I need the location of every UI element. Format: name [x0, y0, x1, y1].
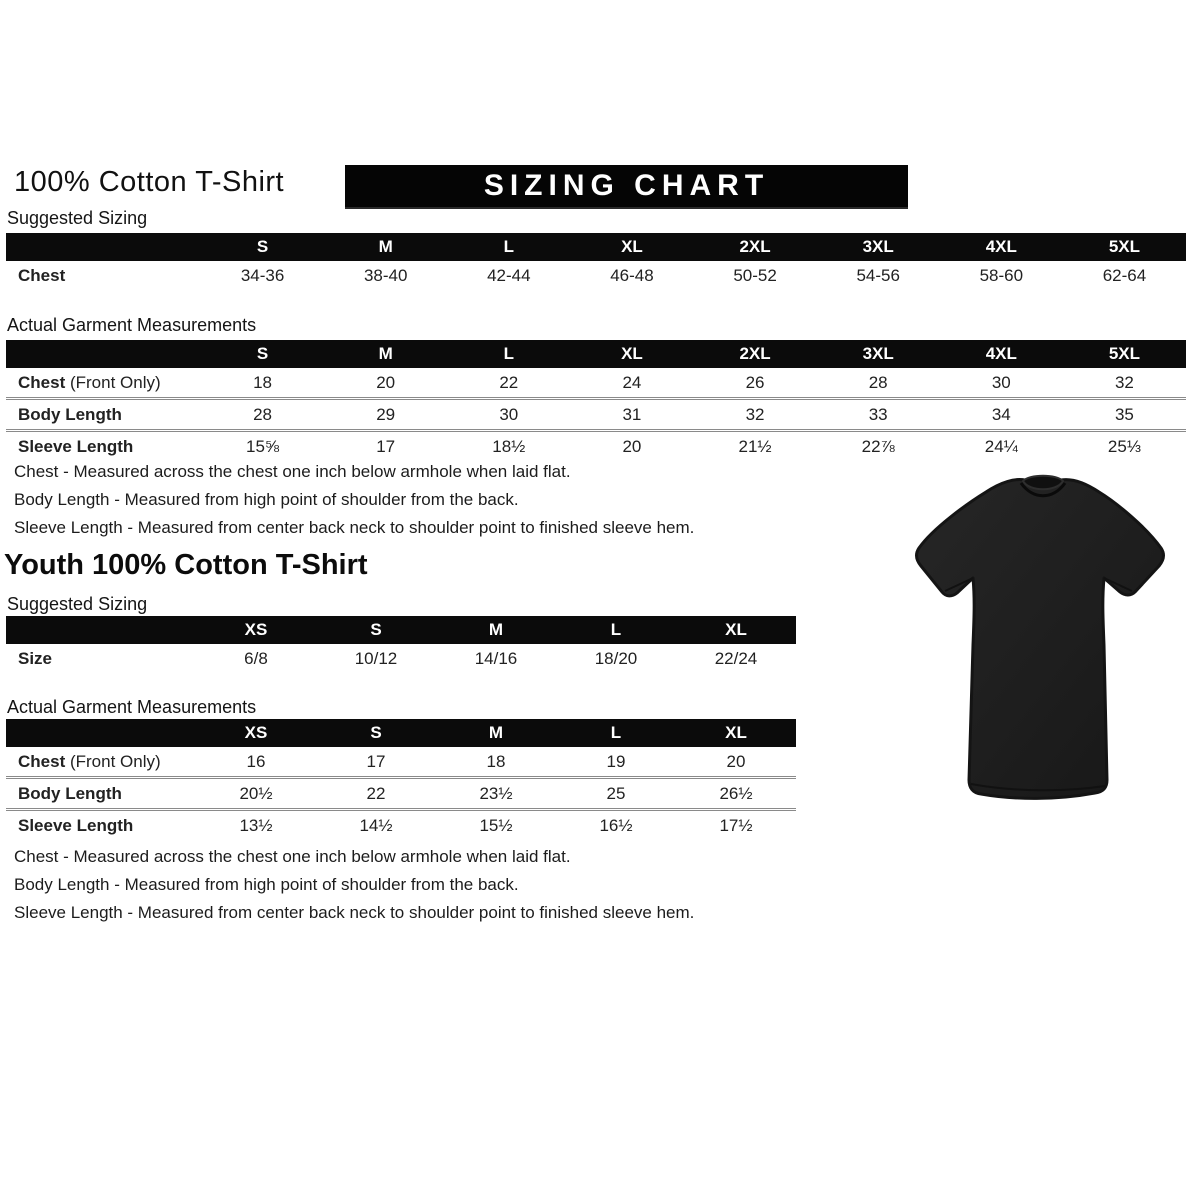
youth-actual-header-row [6, 719, 796, 747]
table-cell: 58-60 [979, 265, 1024, 285]
column-header: S [370, 723, 382, 742]
column-header: S [256, 237, 269, 256]
table-row [6, 429, 1186, 461]
youth-section-title: Youth 100% Cotton T-Shirt [4, 549, 368, 581]
column-header: L [610, 620, 622, 639]
table-cell: 30 [991, 372, 1011, 392]
row-label [6, 752, 196, 772]
table-cell: 29 [376, 404, 396, 424]
table-cell: 23½ [479, 783, 513, 803]
adult-suggested-table [6, 233, 1186, 290]
youth-suggested-label: Suggested Sizing [7, 594, 148, 614]
column-header: S [256, 344, 269, 363]
table-row [6, 397, 1186, 429]
column-header: XS [244, 620, 268, 639]
table-cell: 22⅞ [861, 436, 895, 456]
adult-actual-table [6, 340, 1186, 461]
table-cell: 15⅝ [246, 436, 280, 456]
table-cell: 19 [606, 751, 626, 771]
table-cell: 62-64 [1102, 265, 1147, 285]
row-label: Body Length [18, 404, 122, 424]
table-cell: 17 [376, 436, 396, 456]
table-cell: 18 [253, 372, 273, 392]
column-header: M [488, 723, 504, 742]
note-line: Sleeve Length - Measured from center back neck to shoulder point to finished sleeve hem. [14, 518, 695, 537]
table-row [6, 747, 796, 776]
column-header: 5XL [1108, 344, 1141, 363]
table-cell: 20 [726, 751, 746, 771]
table-cell: 21½ [738, 436, 772, 456]
table-cell: 33 [868, 404, 888, 424]
table-cell: 22 [366, 783, 386, 803]
adult-actual-header-row [6, 340, 1186, 368]
row-label-main: Chest [18, 372, 66, 392]
column-header: 4XL [985, 344, 1017, 363]
column-header: 5XL [1108, 237, 1141, 256]
youth-suggested-header-row [6, 616, 796, 644]
table-cell: 34-36 [240, 265, 285, 285]
column-header: L [610, 723, 622, 742]
adult-actual-label: Actual Garment Measurements [7, 315, 257, 335]
column-header: XL [621, 237, 643, 256]
adult-suggested-header-row [6, 233, 1186, 261]
note-line: Chest - Measured across the chest one inch below armhole when laid flat. [14, 847, 571, 866]
youth-actual-table [6, 719, 796, 840]
column-header: XL [621, 344, 643, 363]
table-cell: 14/16 [474, 648, 518, 668]
page-title: 100% Cotton T-Shirt [14, 166, 285, 198]
table-cell: 20 [376, 372, 396, 392]
table-cell: 32 [1114, 372, 1134, 392]
row-label: Sleeve Length [18, 815, 134, 835]
table-cell: 16 [246, 751, 266, 771]
adult-suggested-label: Suggested Sizing [7, 208, 148, 228]
youth-suggested-table [6, 616, 796, 673]
table-row [6, 261, 1186, 290]
table-cell: 13½ [239, 815, 273, 835]
table-cell: 17½ [719, 815, 753, 835]
table-cell: 18 [486, 751, 506, 771]
youth-measurement-notes [14, 843, 694, 927]
table-cell: 28 [868, 372, 888, 392]
column-header: M [488, 620, 504, 639]
table-cell: 35 [1114, 404, 1134, 424]
row-label: Body Length [18, 783, 122, 803]
table-cell: 31 [622, 404, 642, 424]
column-header: XL [725, 620, 747, 639]
tshirt-graphic [885, 460, 1200, 818]
row-label: Chest [18, 265, 66, 285]
youth-actual-label: Actual Garment Measurements [7, 697, 257, 717]
row-label-suffix: (Front Only) [65, 751, 161, 771]
note-line: Body Length - Measured from high point of shoulder from the back. [14, 875, 519, 894]
table-cell: 46-48 [610, 265, 654, 285]
table-cell: 22 [499, 372, 519, 392]
column-header: 3XL [862, 344, 894, 363]
column-header: XS [244, 723, 268, 742]
table-cell: 16½ [599, 815, 633, 835]
table-cell: 6/8 [244, 648, 268, 668]
table-cell: 30 [499, 404, 519, 424]
note-line: Sleeve Length - Measured from center back neck to shoulder point to finished sleeve hem. [14, 903, 695, 922]
table-cell: 32 [745, 404, 765, 424]
column-header: 2XL [739, 237, 771, 256]
row-label-main: Chest [18, 751, 66, 771]
tshirt-body [917, 480, 1164, 799]
table-cell: 15½ [479, 815, 513, 835]
table-cell: 28 [253, 404, 273, 424]
row-label [6, 373, 201, 393]
column-header: M [378, 237, 393, 256]
table-cell: 24 [622, 372, 642, 392]
table-row [6, 644, 796, 673]
column-header: L [503, 237, 514, 256]
column-header: S [370, 620, 382, 639]
column-header: 4XL [985, 237, 1017, 256]
adult-measurement-notes [14, 458, 694, 542]
table-cell: 22/24 [714, 648, 758, 668]
sizing-chart-banner-text: SIZING CHART [483, 169, 770, 202]
table-cell: 50-52 [733, 265, 777, 285]
table-cell: 26½ [719, 783, 753, 803]
table-cell: 17 [366, 751, 386, 771]
column-header: M [378, 344, 393, 363]
table-cell: 34 [991, 404, 1011, 424]
column-header: L [503, 344, 514, 363]
table-cell: 38-40 [363, 265, 408, 285]
table-cell: 18/20 [594, 648, 638, 668]
table-cell: 54-56 [856, 265, 900, 285]
table-cell: 10/12 [354, 648, 398, 668]
column-header: XL [725, 723, 747, 742]
table-cell: 25 [606, 783, 626, 803]
table-cell: 24¼ [984, 436, 1018, 456]
row-label: Size [18, 648, 53, 668]
table-cell: 26 [745, 372, 765, 392]
tshirt-image [885, 460, 1200, 818]
table-cell: 20 [622, 436, 642, 456]
table-cell: 18½ [492, 436, 526, 456]
row-label-suffix: (Front Only) [65, 372, 161, 392]
table-cell: 25⅓ [1107, 436, 1141, 456]
column-header: 3XL [862, 237, 894, 256]
sizing-chart-banner [345, 165, 908, 209]
row-label: Sleeve Length [18, 436, 134, 456]
column-header: 2XL [739, 344, 771, 363]
table-row [6, 808, 796, 840]
table-cell: 14½ [359, 815, 393, 835]
table-cell: 42-44 [487, 265, 531, 285]
tshirt-collar [1023, 476, 1063, 490]
note-line: Chest - Measured across the chest one inch below armhole when laid flat. [14, 462, 571, 481]
table-row [6, 776, 796, 808]
table-cell: 20½ [239, 783, 273, 803]
table-row [6, 368, 1186, 397]
note-line: Body Length - Measured from high point of shoulder from the back. [14, 490, 519, 509]
